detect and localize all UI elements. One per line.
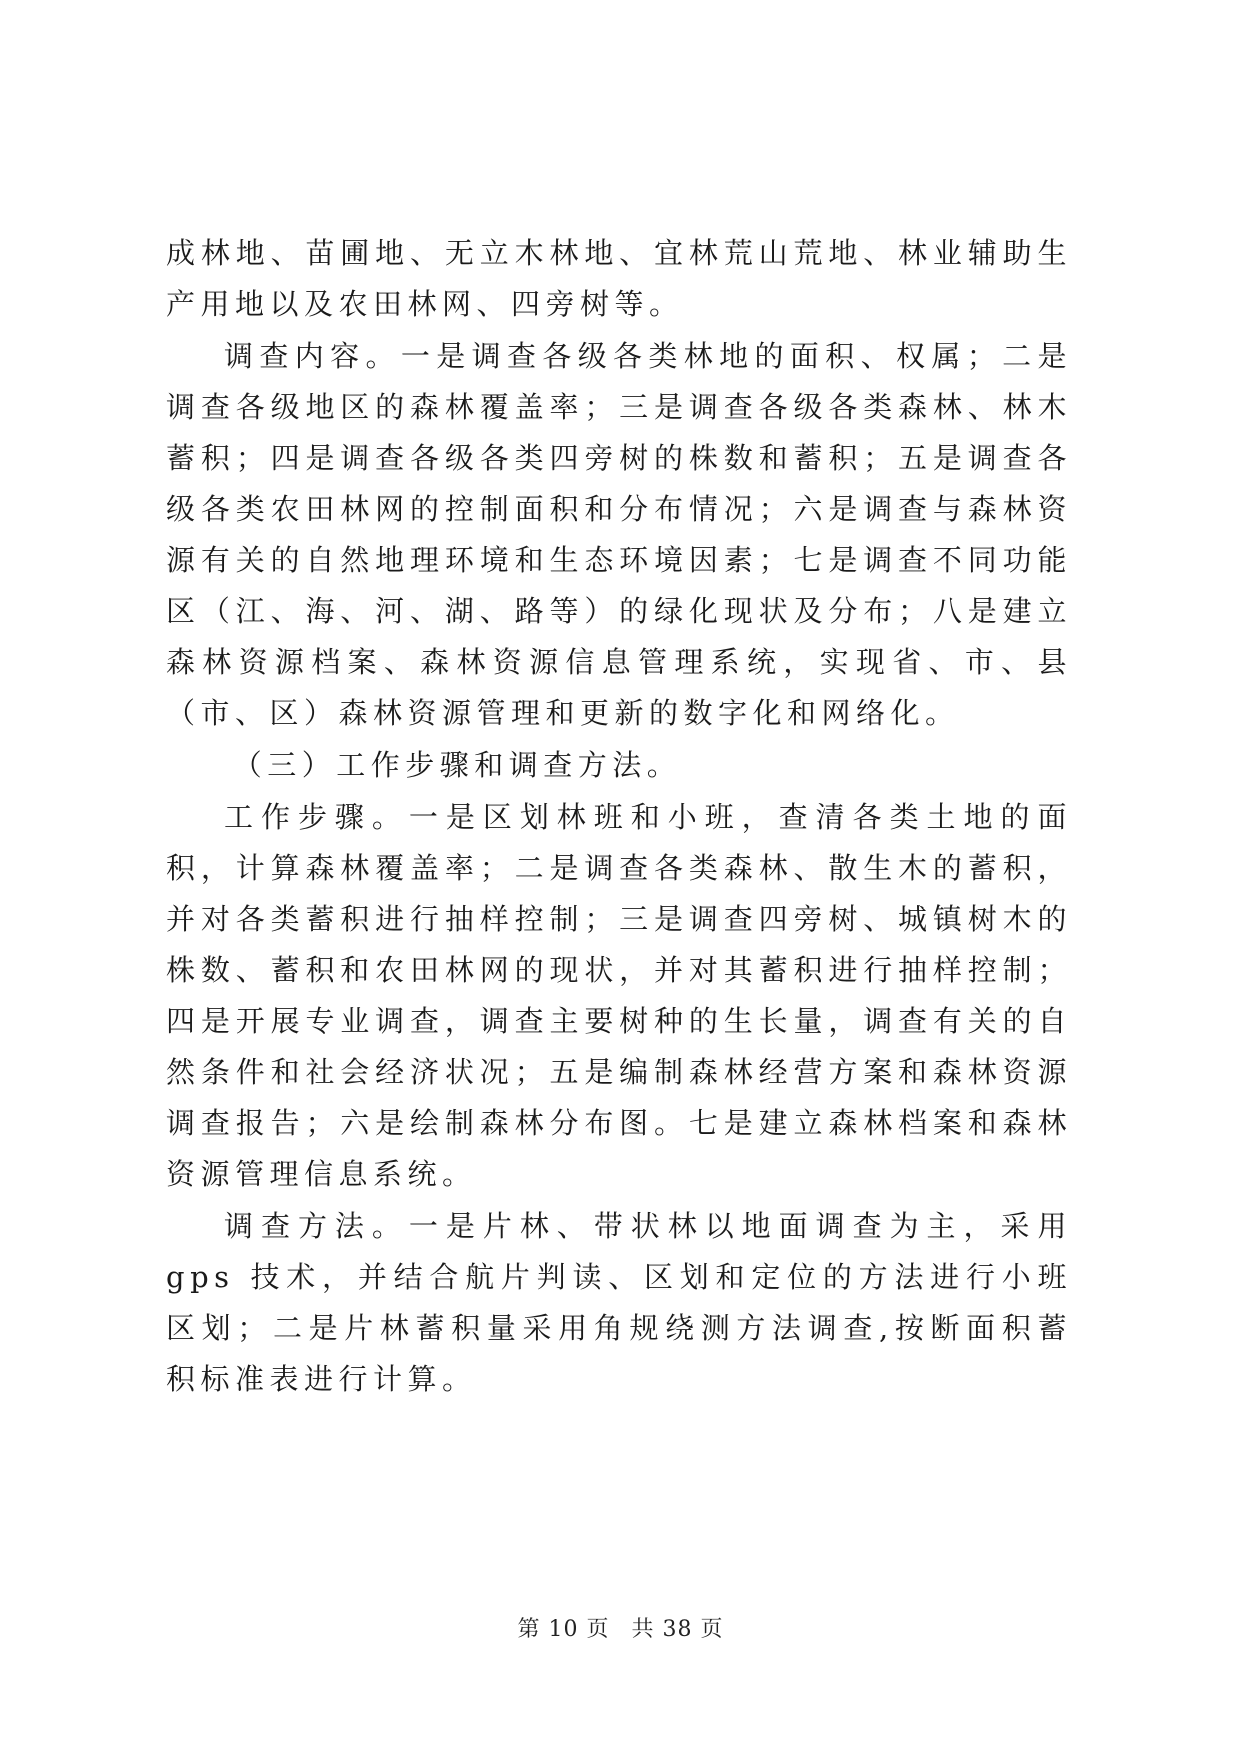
page-number: 第 10 页	[517, 1617, 610, 1642]
document-body	[166, 228, 1072, 1406]
paragraph-survey-methods: 调查方法。一是片林、带状林以地面调查为主，采用 gps 技术，并结合航片判读、区划和定位的方法进行小班区划；二是片林蓄积量采用角规绕测方法调查,按断面积蓄积标准表进行计算。	[166, 1209, 1072, 1396]
section-heading-steps-methods: （三）工作步骤和调查方法。	[232, 748, 682, 782]
page-footer	[0, 1612, 1241, 1643]
page-total: 共 38 页	[631, 1617, 724, 1642]
paragraph-work-steps: 工作步骤。一是区划林班和小班，查清各类土地的面积，计算森林覆盖率；二是调查各类森林、散生木的蓄积，并对各类蓄积进行抽样控制；三是调查四旁树、城镇树木的株数、蓄积和农田林网的现状，并对其蓄积进行抽样控制；四是开展专业调查，调查主要树种的生长量，调查有关的自然条件和社会经济状况；五是编制森林经营方案和森林资源调查报告；六是绘制森林分布图。七是建立森林档案和森林资源管理信息系统。	[166, 800, 1072, 1191]
paragraph-continuation: 成林地、苗圃地、无立木林地、宜林荒山荒地、林业辅助生产用地以及农田林网、四旁树等。	[166, 236, 1072, 321]
paragraph-survey-content: 调查内容。一是调查各级各类林地的面积、权属；二是调查各级地区的森林覆盖率；三是调查各级各类森林、林木蓄积；四是调查各级各类四旁树的株数和蓄积；五是调查各级各类农田林网的控制面积和分布情况；六是调查与森林资源有关的自然地理环境和生态环境因素；七是调查不同功能区（江、海、河、湖、路等）的绿化现状及分布；八是建立森林资源档案、森林资源信息管理系统，实现省、市、县（市、区）森林资源管理和更新的数字化和网络化。	[166, 339, 1072, 730]
